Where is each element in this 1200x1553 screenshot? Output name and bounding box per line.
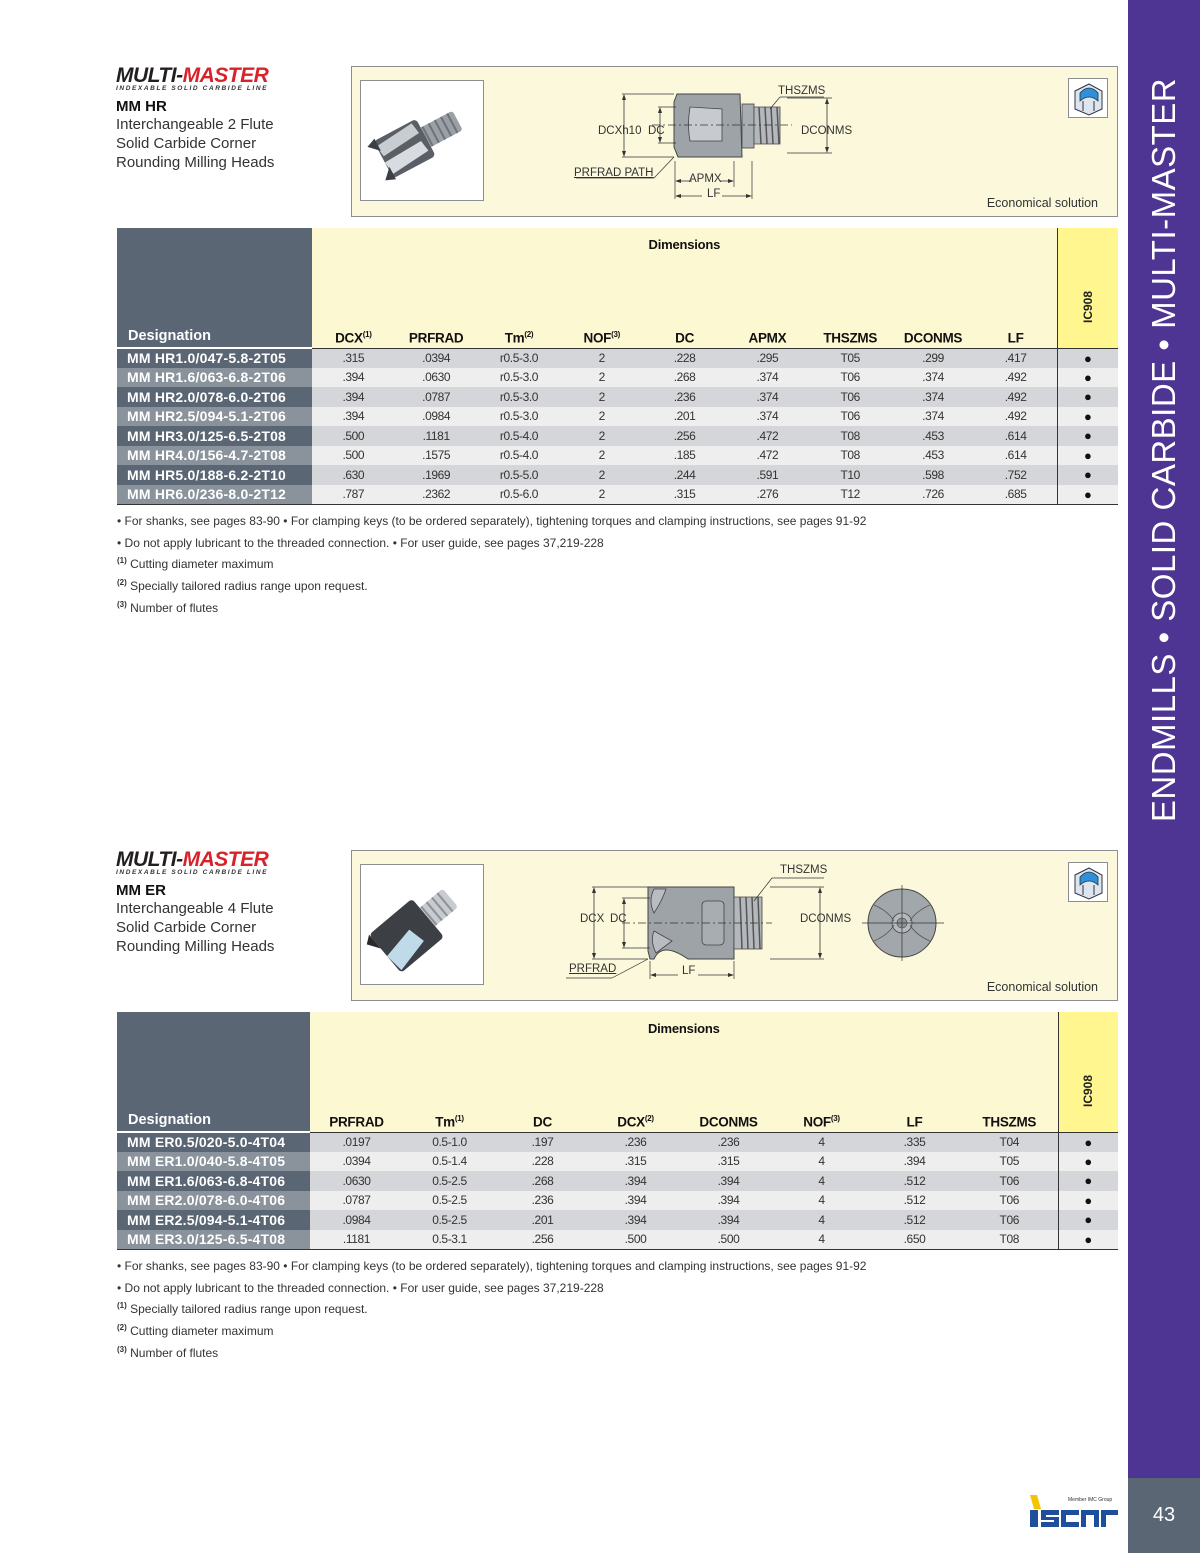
value-cell: .500	[589, 1230, 682, 1250]
value-cell: .0984	[395, 407, 478, 427]
value-cell: 2	[560, 426, 643, 446]
value-cell: .472	[726, 426, 809, 446]
designation-cell: MM ER3.0/125-6.5-4T08	[117, 1230, 310, 1250]
designation-cell: MM HR2.5/094-5.1-2T06	[117, 407, 312, 427]
grade-availability-dot: ●	[1058, 1191, 1118, 1211]
grade-availability-dot: ●	[1057, 485, 1118, 505]
value-cell: .394	[682, 1191, 775, 1211]
economical-solution-label: Economical solution	[986, 196, 1098, 210]
col-header: NOF$^{(3)}$	[560, 328, 643, 348]
value-cell: .1181	[310, 1230, 403, 1250]
label-lf: LF	[707, 188, 721, 200]
note-line: • For shanks, see pages 83-90 • For clamping keys (to be ordered separately), tightening torques and clamping instructions, see pages 91-92	[117, 514, 867, 528]
value-cell: .374	[892, 368, 975, 388]
table-notes-mm-hr	[117, 509, 866, 618]
value-cell: 4	[775, 1171, 868, 1191]
value-cell: .197	[496, 1132, 589, 1152]
col-header: DCONMS	[892, 328, 975, 348]
value-cell: .394	[312, 387, 395, 407]
value-cell: r0.5-4.0	[478, 426, 561, 446]
dimensions-header: Dimensions	[312, 228, 1057, 328]
value-cell: 4	[775, 1191, 868, 1211]
value-cell: .0787	[395, 387, 478, 407]
value-cell: .394	[589, 1191, 682, 1211]
value-cell: .394	[312, 368, 395, 388]
grade-availability-dot: ●	[1057, 426, 1118, 446]
value-cell: .315	[643, 485, 726, 505]
product-description: Interchangeable 4 Flute Solid Carbide Corner Rounding Milling Heads	[116, 900, 275, 955]
value-cell: T08	[961, 1230, 1058, 1250]
table-row	[117, 387, 1118, 407]
note-line: • For shanks, see pages 83-90 • For clamping keys (to be ordered separately), tightening torques and clamping instructions, see pages 91-92	[117, 1259, 867, 1273]
value-cell: T06	[961, 1191, 1058, 1211]
note-line: $^{(3)}$ Number of flutes	[117, 1344, 219, 1360]
table-row	[117, 446, 1118, 466]
col-header: NOF$^{(3)}$	[775, 1112, 868, 1132]
value-cell: 0.5-2.5	[403, 1171, 496, 1191]
designation-cell: MM HR1.0/047-5.8-2T05	[117, 348, 312, 368]
value-cell: 0.5-2.5	[403, 1210, 496, 1230]
value-cell: T06	[809, 368, 892, 388]
value-cell: .726	[892, 485, 975, 505]
value-cell: .492	[974, 407, 1057, 427]
value-cell: .244	[643, 465, 726, 485]
value-cell: T06	[961, 1210, 1058, 1230]
value-cell: .299	[892, 348, 975, 368]
value-cell: r0.5-4.0	[478, 446, 561, 466]
corner-rounding-icon	[1068, 78, 1108, 118]
label-dconms: DCONMS	[800, 913, 852, 925]
product-header-mm-er	[116, 850, 346, 956]
spec-table-mm-hr	[117, 228, 1118, 505]
note-line: • Do not apply lubricant to the threaded connection. • For user guide, see pages 37,219-228	[117, 535, 604, 550]
value-cell: .201	[496, 1210, 589, 1230]
value-cell: .236	[682, 1132, 775, 1152]
value-cell: 4	[775, 1152, 868, 1172]
table-row	[117, 407, 1118, 427]
label-dcx: DCX	[580, 913, 605, 925]
value-cell: 0.5-2.5	[403, 1191, 496, 1211]
product-code: MM HR	[116, 98, 167, 115]
value-cell: .500	[682, 1230, 775, 1250]
value-cell: 2	[560, 485, 643, 505]
table-row	[117, 1210, 1118, 1230]
table-notes-mm-er	[117, 1254, 866, 1363]
value-cell: .0984	[310, 1210, 403, 1230]
value-cell: .394	[682, 1210, 775, 1230]
col-header: THSZMS	[809, 328, 892, 348]
product-header-mm-hr	[116, 66, 346, 172]
value-cell: .394	[312, 407, 395, 427]
value-cell: .0630	[310, 1171, 403, 1191]
value-cell: .0394	[310, 1152, 403, 1172]
value-cell: .787	[312, 485, 395, 505]
corner-rounding-icon	[1068, 862, 1108, 902]
label-thszms: THSZMS	[778, 85, 826, 97]
designation-cell: MM HR1.6/063-6.8-2T06	[117, 368, 312, 388]
technical-drawing	[562, 77, 882, 207]
table-row	[117, 1230, 1118, 1250]
value-cell: T05	[809, 348, 892, 368]
col-header: DCONMS	[682, 1112, 775, 1132]
grade-availability-dot: ●	[1057, 387, 1118, 407]
value-cell: 2	[560, 446, 643, 466]
value-cell: .591	[726, 465, 809, 485]
note-line: $^{(1)}$ Specially tailored radius range upon request.	[117, 1301, 368, 1317]
table-row	[117, 1132, 1118, 1152]
grade-availability-dot: ●	[1058, 1132, 1118, 1152]
grade-availability-dot: ●	[1057, 465, 1118, 485]
col-header: DC	[643, 328, 726, 348]
value-cell: 0.5-1.4	[403, 1152, 496, 1172]
technical-drawing	[562, 861, 962, 991]
value-cell: .630	[312, 465, 395, 485]
value-cell: .335	[868, 1132, 961, 1152]
label-dc: DC	[610, 913, 627, 925]
table-row	[117, 485, 1118, 505]
designation-cell: MM ER1.0/040-5.8-4T05	[117, 1152, 310, 1172]
value-cell: 4	[775, 1230, 868, 1250]
note-line: $^{(3)}$ Number of flutes	[117, 599, 219, 615]
value-cell: .394	[868, 1152, 961, 1172]
designation-cell: MM HR5.0/188-6.2-2T10	[117, 465, 312, 485]
logo-subtitle: INDEXABLE SOLID CARBIDE LINE	[116, 85, 269, 92]
value-cell: .492	[974, 387, 1057, 407]
value-cell: .374	[726, 368, 809, 388]
value-cell: T06	[809, 387, 892, 407]
value-cell: .1969	[395, 465, 478, 485]
grade-availability-dot: ●	[1058, 1210, 1118, 1230]
table-body	[117, 348, 1118, 504]
value-cell: .0787	[310, 1191, 403, 1211]
value-cell: .256	[643, 426, 726, 446]
value-cell: .268	[643, 368, 726, 388]
page-number: 43	[1128, 1478, 1200, 1553]
multi-master-logo: MULTI-MASTER	[116, 64, 269, 87]
grade-availability-dot: ●	[1058, 1230, 1118, 1250]
designation-header: Designation	[117, 1012, 310, 1132]
value-cell: .614	[974, 446, 1057, 466]
grade-availability-dot: ●	[1057, 368, 1118, 388]
designation-cell: MM HR2.0/078-6.0-2T06	[117, 387, 312, 407]
value-cell: .650	[868, 1230, 961, 1250]
note-line: $^{(2)}$ Cutting diameter maximum	[117, 1323, 274, 1339]
grade-header: IC908	[1057, 228, 1118, 328]
value-cell: T12	[809, 485, 892, 505]
value-cell: r0.5-3.0	[478, 407, 561, 427]
value-cell: .276	[726, 485, 809, 505]
col-header: Tm$^{(2)}$	[478, 328, 561, 348]
product-description: Interchangeable 2 Flute Solid Carbide Corner Rounding Milling Heads	[116, 116, 275, 171]
logo-subtitle: INDEXABLE SOLID CARBIDE LINE	[116, 869, 269, 876]
value-cell: r0.5-6.0	[478, 485, 561, 505]
label-dc: DC	[648, 125, 665, 137]
value-cell: 0.5-1.0	[403, 1132, 496, 1152]
value-cell: .201	[643, 407, 726, 427]
grade-availability-dot: ●	[1057, 348, 1118, 368]
col-header: THSZMS	[961, 1112, 1058, 1132]
svg-text:Member IMC Group: Member IMC Group	[1068, 1497, 1113, 1503]
value-cell: .374	[892, 387, 975, 407]
value-cell: .228	[496, 1152, 589, 1172]
product-code: MM ER	[116, 882, 166, 899]
value-cell: .1575	[395, 446, 478, 466]
table-row	[117, 1191, 1118, 1211]
value-cell: .2362	[395, 485, 478, 505]
value-cell: .185	[643, 446, 726, 466]
value-cell: T06	[809, 407, 892, 427]
value-cell: .453	[892, 446, 975, 466]
grade-availability-dot: ●	[1057, 446, 1118, 466]
value-cell: .453	[892, 426, 975, 446]
value-cell: .374	[726, 387, 809, 407]
value-cell: r0.5-3.0	[478, 348, 561, 368]
value-cell: .598	[892, 465, 975, 485]
note-line: $^{(1)}$ Cutting diameter maximum	[117, 556, 274, 572]
table-row	[117, 465, 1118, 485]
value-cell: .228	[643, 348, 726, 368]
grade-availability-dot: ●	[1057, 407, 1118, 427]
value-cell: .752	[974, 465, 1057, 485]
value-cell: r0.5-3.0	[478, 368, 561, 388]
value-cell: .0394	[395, 348, 478, 368]
value-cell: .512	[868, 1191, 961, 1211]
label-prfrad: PRFRAD	[569, 963, 617, 975]
col-header: PRFRAD	[395, 328, 478, 348]
value-cell: .315	[312, 348, 395, 368]
grade-availability-dot: ●	[1058, 1171, 1118, 1191]
value-cell: 4	[775, 1132, 868, 1152]
value-cell: .394	[589, 1210, 682, 1230]
side-tab-label: ENDMILLS • SOLID CARBIDE • MULTI-MASTER	[1145, 77, 1182, 823]
note-line: • Do not apply lubricant to the threaded connection. • For user guide, see pages 37,219-228	[117, 1280, 604, 1295]
value-cell: .236	[643, 387, 726, 407]
label-prfrad-path: PRFRAD PATH	[574, 167, 654, 179]
value-cell: T06	[961, 1171, 1058, 1191]
table-row	[117, 426, 1118, 446]
designation-cell: MM ER0.5/020-5.0-4T04	[117, 1132, 310, 1152]
label-dcx: DCXh10	[598, 125, 642, 137]
value-cell: 0.5-3.1	[403, 1230, 496, 1250]
value-cell: 2	[560, 465, 643, 485]
product-photo	[360, 80, 484, 201]
value-cell: .236	[589, 1132, 682, 1152]
col-header: APMX	[726, 328, 809, 348]
value-cell: .685	[974, 485, 1057, 505]
value-cell: .1181	[395, 426, 478, 446]
table-row	[117, 1171, 1118, 1191]
label-apmx: APMX	[689, 173, 722, 185]
spec-table-mm-er	[117, 1012, 1118, 1250]
value-cell: .295	[726, 348, 809, 368]
designation-cell: MM ER1.6/063-6.8-4T06	[117, 1171, 310, 1191]
value-cell: 2	[560, 387, 643, 407]
grade-header: IC908	[1058, 1012, 1118, 1112]
product-figure-panel	[351, 66, 1118, 217]
value-cell: .512	[868, 1210, 961, 1230]
value-cell: r0.5-5.0	[478, 465, 561, 485]
value-cell: .236	[496, 1191, 589, 1211]
value-cell: 2	[560, 407, 643, 427]
value-cell: T10	[809, 465, 892, 485]
col-header: LF	[974, 328, 1057, 348]
col-header: DC	[496, 1112, 589, 1132]
table-row	[117, 348, 1118, 368]
grade-header-cell	[1058, 1112, 1118, 1132]
iscar-logo	[1028, 1493, 1120, 1529]
value-cell: .374	[726, 407, 809, 427]
value-cell: .315	[682, 1152, 775, 1172]
value-cell: .268	[496, 1171, 589, 1191]
multi-master-logo: MULTI-MASTER	[116, 848, 269, 871]
grade-availability-dot: ●	[1058, 1152, 1118, 1172]
designation-header: Designation	[117, 228, 312, 348]
value-cell: .315	[589, 1152, 682, 1172]
table-body	[117, 1132, 1118, 1249]
designation-cell: MM HR4.0/156-4.7-2T08	[117, 446, 312, 466]
designation-cell: MM ER2.0/078-6.0-4T06	[117, 1191, 310, 1211]
designation-cell: MM HR3.0/125-6.5-2T08	[117, 426, 312, 446]
value-cell: .374	[892, 407, 975, 427]
value-cell: .394	[589, 1171, 682, 1191]
label-dconms: DCONMS	[801, 125, 853, 137]
value-cell: .472	[726, 446, 809, 466]
table-row	[117, 1152, 1118, 1172]
value-cell: 2	[560, 348, 643, 368]
value-cell: T04	[961, 1132, 1058, 1152]
value-cell: .614	[974, 426, 1057, 446]
dimensions-header: Dimensions	[310, 1012, 1058, 1112]
value-cell: .492	[974, 368, 1057, 388]
value-cell: T05	[961, 1152, 1058, 1172]
value-cell: .500	[312, 426, 395, 446]
table-row	[117, 368, 1118, 388]
product-figure-panel	[351, 850, 1118, 1001]
designation-cell: MM ER2.5/094-5.1-4T06	[117, 1210, 310, 1230]
value-cell: T08	[809, 446, 892, 466]
value-cell: r0.5-3.0	[478, 387, 561, 407]
value-cell: 4	[775, 1210, 868, 1230]
value-cell: .0197	[310, 1132, 403, 1152]
value-cell: .256	[496, 1230, 589, 1250]
value-cell: .512	[868, 1171, 961, 1191]
value-cell: .0630	[395, 368, 478, 388]
economical-solution-label: Economical solution	[986, 980, 1098, 994]
grade-header-cell	[1057, 328, 1118, 348]
col-header: PRFRAD	[310, 1112, 403, 1132]
col-header: DCX$^{(1)}$	[312, 328, 395, 348]
label-lf: LF	[682, 965, 696, 977]
col-header: Tm$^{(1)}$	[403, 1112, 496, 1132]
value-cell: 2	[560, 368, 643, 388]
product-photo	[360, 864, 484, 985]
note-line: $^{(2)}$ Specially tailored radius range upon request.	[117, 578, 368, 594]
value-cell: .394	[682, 1171, 775, 1191]
col-header: DCX$^{(2)}$	[589, 1112, 682, 1132]
designation-cell: MM HR6.0/236-8.0-2T12	[117, 485, 312, 505]
value-cell: .417	[974, 348, 1057, 368]
label-thszms: THSZMS	[780, 864, 828, 876]
value-cell: .500	[312, 446, 395, 466]
col-header: LF	[868, 1112, 961, 1132]
value-cell: T08	[809, 426, 892, 446]
